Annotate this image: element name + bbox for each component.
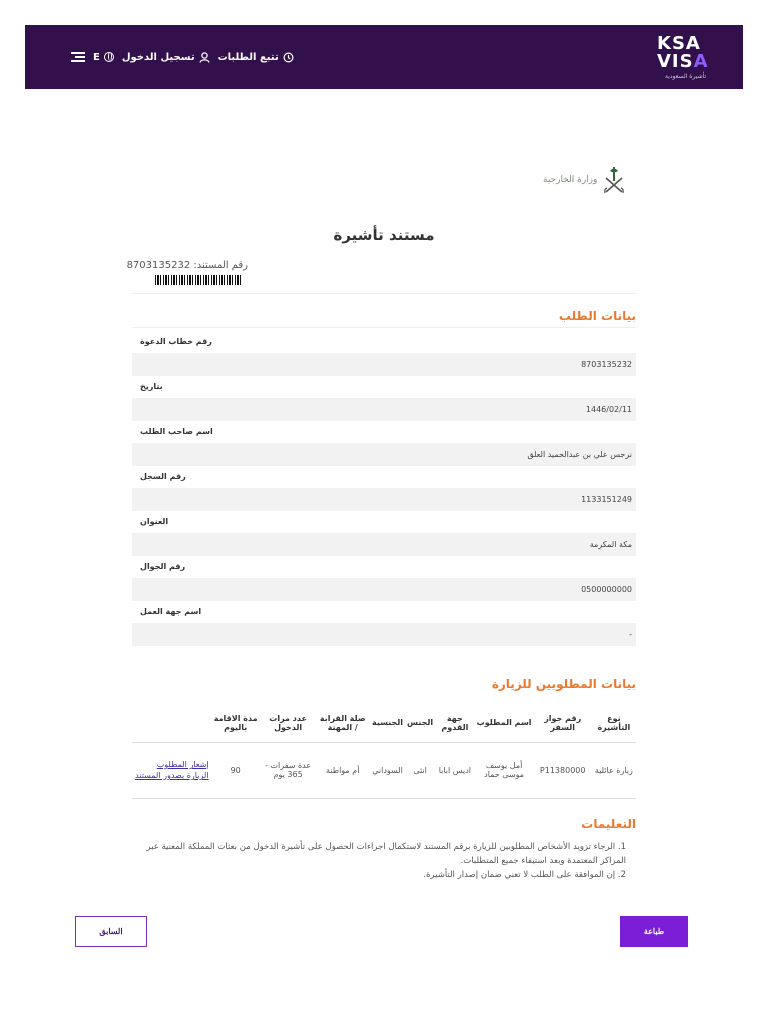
field-label <box>132 331 636 353</box>
document-title: مستند تأشيرة <box>333 226 435 244</box>
field-value: 1133151249 <box>132 488 636 511</box>
field-value: نرجس علي بن عبدالحميد العلق <box>132 443 636 466</box>
field-label-text: رقم خطاب الدعوة <box>140 337 212 346</box>
logo-line-2: VISA <box>657 51 709 72</box>
table-cell: انثى <box>405 742 435 798</box>
field-label <box>132 376 636 398</box>
visitors-table <box>132 704 636 799</box>
field-value: 1446/02/11 <box>132 398 636 421</box>
table-cell: P11380000 <box>534 742 592 798</box>
request-section-title: بيانات الطلب <box>558 309 636 323</box>
field-value: مكة المكرمة <box>132 533 636 556</box>
logo-line-1: KSA <box>657 33 701 54</box>
language-switch[interactable] <box>93 52 114 63</box>
table-body <box>132 742 636 798</box>
field-label-text: رقم الجوال <box>140 562 186 571</box>
table-header-cell: عدد مرات الدخول <box>261 704 316 742</box>
field-value: 0500000000 <box>132 578 636 601</box>
field-label <box>132 466 636 488</box>
table-header-cell: الجنس <box>405 704 435 742</box>
instructions-list <box>146 840 626 882</box>
language-label: E <box>93 51 100 63</box>
table-header-cell: مدة الاقامة باليوم <box>211 704 261 742</box>
barcode <box>155 275 241 285</box>
field-label-text: العنوان <box>140 517 169 526</box>
instructions-title: التعليمات <box>581 817 636 831</box>
field-label-text: بتاريخ <box>140 382 163 391</box>
instruction-item: 1. الرجاء تزويد الأشخاص المطلوبين للزيارة برقم المستند لاستكمال اجراءات الحصول على تأشيرة الدخول من بعثات المملكة المعنية عبر المراكز المعتمدة وبعد استيفاء جميع المتطلبات. <box>146 842 626 866</box>
field-label <box>132 556 636 578</box>
top-navbar <box>25 25 743 89</box>
field-label-text: اسم صاحب الطلب <box>140 427 213 436</box>
table-header-cell: صلة القرابة / المهنة <box>315 704 370 742</box>
field-value: - <box>132 623 636 646</box>
hamburger-menu-icon[interactable] <box>71 52 85 62</box>
table-header-cell: جهة القدوم <box>435 704 474 742</box>
ksa-visa-logo[interactable] <box>657 35 717 81</box>
table-header-cell: اسم المطلوب <box>475 704 534 742</box>
table-header-cell: نوع التأشيرة <box>592 704 636 742</box>
document-number-label: رقم المستند: <box>193 260 248 271</box>
table-header-row <box>132 704 636 742</box>
header-nav <box>71 47 294 67</box>
table-header-cell: رقم جواز السفر <box>534 704 592 742</box>
divider <box>132 293 636 294</box>
document-number-value: 8703135232 <box>126 260 191 271</box>
field-value: 8703135232 <box>132 353 636 376</box>
login-link[interactable] <box>122 52 210 63</box>
field-label <box>132 511 636 533</box>
table-cell: اديس ابابا <box>435 742 474 798</box>
field-label <box>132 421 636 443</box>
table-cell: أمل يوسف موسى حماد <box>475 742 534 798</box>
field-label-text: رقم السجل <box>140 472 186 481</box>
request-fields <box>132 331 636 646</box>
document-number <box>127 260 248 271</box>
instruction-item: 2. إن الموافقة على الطلب لا تعني ضمان إصدار التأشيرة. <box>423 870 626 880</box>
login-label: تسجيل الدخول <box>121 51 195 63</box>
clock-icon <box>283 52 294 63</box>
visitors-section-title: بيانات المطلوبين للزيارة <box>491 677 636 691</box>
saudi-emblem-icon <box>601 165 627 195</box>
table-cell: 90 <box>211 742 261 798</box>
field-label-text: اسم جهة العمل <box>140 607 202 616</box>
table-row <box>132 742 636 798</box>
notify-visitor-link[interactable]: إشعار المطلوب الزيارة بصدور المستند <box>132 742 211 798</box>
print-button[interactable]: طباعة <box>620 916 688 947</box>
logo-subtitle: تأشيرة السعودية <box>665 73 707 80</box>
track-requests-label: تتبع الطلبات <box>217 51 279 63</box>
globe-icon <box>104 52 114 62</box>
ministry-name: وزارة الخارجية <box>543 175 598 185</box>
table-cell: زيارة عائلية <box>592 742 636 798</box>
track-requests-link[interactable] <box>218 52 294 63</box>
ministry-logo <box>543 163 633 197</box>
table-cell: أم مواطنة <box>315 742 370 798</box>
previous-button[interactable]: السابق <box>75 916 147 947</box>
table-cell: عدة سفرات - 365 يوم <box>261 742 316 798</box>
user-icon <box>199 52 210 63</box>
table-cell: السوداني <box>370 742 405 798</box>
table-header-cell <box>132 704 211 742</box>
field-label <box>132 601 636 623</box>
table-header-cell: الجنسية <box>370 704 405 742</box>
logo-accent-letter: A <box>693 51 709 72</box>
divider <box>132 327 636 328</box>
